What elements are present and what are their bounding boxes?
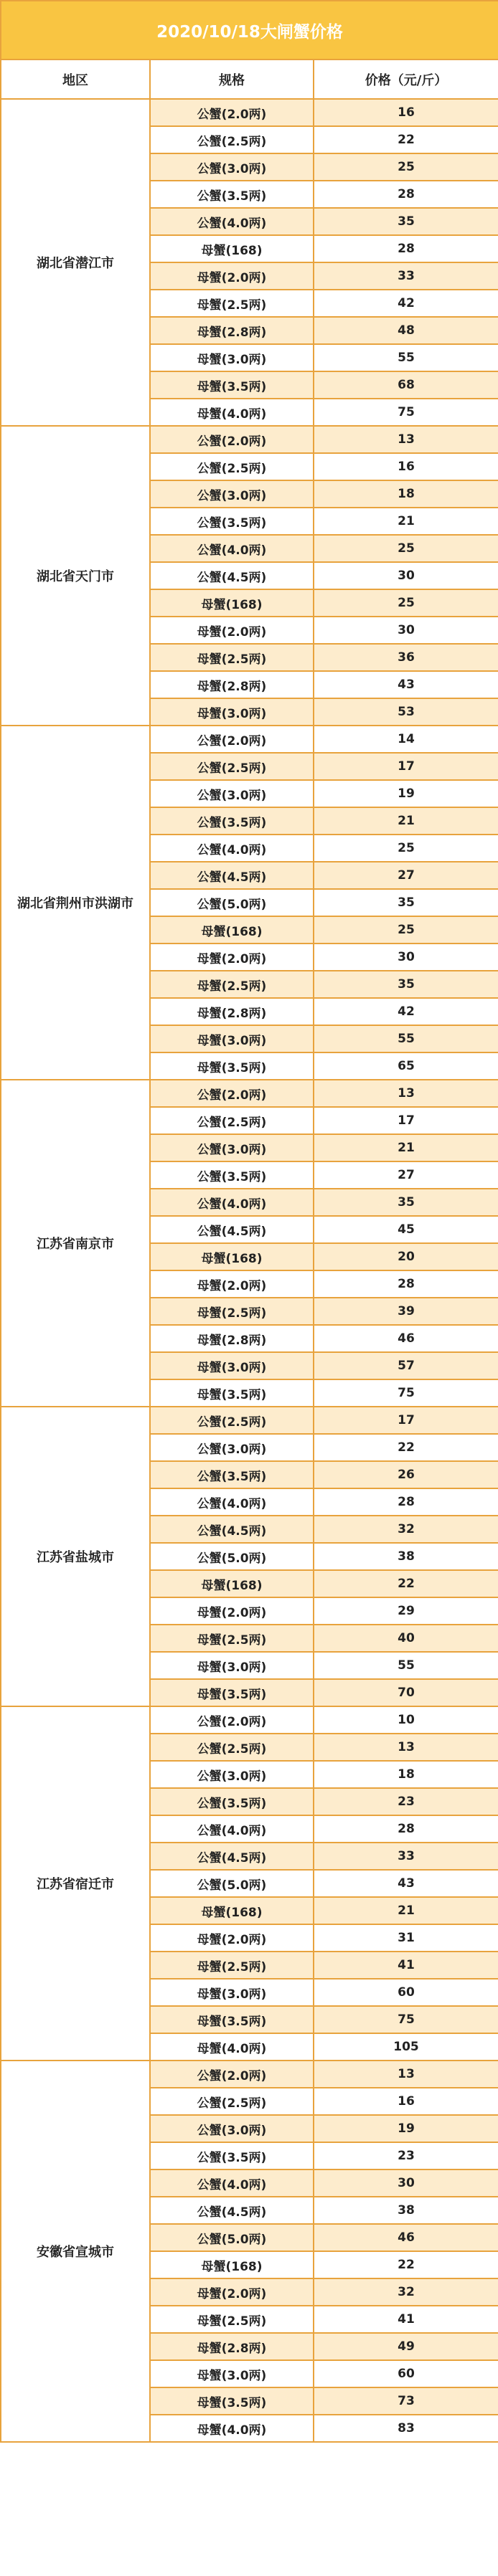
price-cell: 20 — [314, 1243, 498, 1270]
price-cell: 45 — [314, 1216, 498, 1243]
spec-cell: 公蟹(2.5两) — [150, 1407, 314, 1434]
header-price: 价格（元/斤） — [314, 60, 498, 99]
spec-cell: 母蟹(3.0两) — [150, 1652, 314, 1679]
spec-cell: 母蟹(2.5两) — [150, 1952, 314, 1979]
price-cell: 25 — [314, 835, 498, 862]
spec-cell: 母蟹(3.5两) — [150, 1052, 314, 1080]
price-cell: 55 — [314, 1652, 498, 1679]
price-cell: 42 — [314, 290, 498, 317]
spec-cell: 公蟹(4.5两) — [150, 2197, 314, 2224]
price-cell: 27 — [314, 1161, 498, 1189]
price-cell: 21 — [314, 807, 498, 835]
price-cell: 18 — [314, 1761, 498, 1788]
spec-cell: 母蟹(3.0两) — [150, 1979, 314, 2006]
price-cell: 13 — [314, 426, 498, 453]
price-cell: 30 — [314, 944, 498, 971]
spec-cell: 公蟹(4.0两) — [150, 1815, 314, 1843]
region-cell: 湖北省天门市 — [1, 426, 150, 726]
spec-cell: 公蟹(3.5两) — [150, 1461, 314, 1488]
spec-cell: 公蟹(5.0两) — [150, 1870, 314, 1897]
spec-cell: 母蟹(168) — [150, 1243, 314, 1270]
spec-cell: 公蟹(3.0两) — [150, 1761, 314, 1788]
spec-cell: 公蟹(4.5两) — [150, 1216, 314, 1243]
price-cell: 33 — [314, 262, 498, 290]
price-cell: 25 — [314, 535, 498, 562]
spec-cell: 母蟹(168) — [150, 2251, 314, 2278]
price-cell: 22 — [314, 2251, 498, 2278]
spec-cell: 公蟹(3.5两) — [150, 807, 314, 835]
table-row — [1, 1080, 498, 1107]
spec-cell: 公蟹(3.5两) — [150, 508, 314, 535]
table-row — [1, 2061, 498, 2088]
price-cell: 73 — [314, 2387, 498, 2415]
spec-cell: 公蟹(4.0两) — [150, 535, 314, 562]
spec-cell: 公蟹(3.5两) — [150, 1161, 314, 1189]
spec-cell: 母蟹(3.0两) — [150, 698, 314, 726]
price-cell: 35 — [314, 889, 498, 916]
price-cell: 42 — [314, 998, 498, 1025]
table-row — [1, 99, 498, 126]
spec-cell: 母蟹(2.5两) — [150, 290, 314, 317]
region-cell: 江苏省盐城市 — [1, 1407, 150, 1706]
spec-cell: 公蟹(4.0两) — [150, 2169, 314, 2197]
spec-cell: 公蟹(3.5两) — [150, 2142, 314, 2169]
spec-cell: 公蟹(2.5两) — [150, 2088, 314, 2115]
spec-cell: 公蟹(4.5两) — [150, 562, 314, 589]
region-cell: 湖北省荆州市洪湖市 — [1, 726, 150, 1080]
price-cell: 48 — [314, 317, 498, 344]
price-cell: 41 — [314, 2306, 498, 2333]
price-cell: 22 — [314, 1434, 498, 1461]
price-cell: 25 — [314, 916, 498, 944]
spec-cell: 母蟹(2.0两) — [150, 1924, 314, 1952]
table-body — [1, 99, 498, 2442]
spec-cell: 公蟹(4.0两) — [150, 1488, 314, 1516]
price-cell: 23 — [314, 1788, 498, 1815]
spec-cell: 母蟹(2.5两) — [150, 971, 314, 998]
table-row — [1, 426, 498, 453]
spec-cell: 公蟹(5.0两) — [150, 889, 314, 916]
price-cell: 21 — [314, 1134, 498, 1161]
price-cell: 31 — [314, 1924, 498, 1952]
price-cell: 13 — [314, 2061, 498, 2088]
spec-cell: 母蟹(168) — [150, 589, 314, 617]
price-cell: 10 — [314, 1706, 498, 1734]
spec-cell: 母蟹(2.8两) — [150, 1325, 314, 1352]
spec-cell: 公蟹(2.0两) — [150, 426, 314, 453]
price-cell: 35 — [314, 208, 498, 235]
header-region: 地区 — [1, 60, 150, 99]
price-cell: 38 — [314, 2197, 498, 2224]
price-cell: 28 — [314, 1815, 498, 1843]
spec-cell: 公蟹(4.0两) — [150, 208, 314, 235]
table-row — [1, 1706, 498, 1734]
price-cell: 26 — [314, 1461, 498, 1488]
price-cell: 28 — [314, 1488, 498, 1516]
spec-cell: 公蟹(2.5两) — [150, 1107, 314, 1134]
price-cell: 17 — [314, 1407, 498, 1434]
spec-cell: 母蟹(2.0两) — [150, 262, 314, 290]
price-cell: 55 — [314, 344, 498, 371]
spec-cell: 公蟹(3.0两) — [150, 153, 314, 181]
table-title: 2020/10/18大闸蟹价格 — [1, 1, 498, 60]
price-cell: 75 — [314, 2006, 498, 2033]
spec-cell: 母蟹(2.0两) — [150, 2278, 314, 2306]
spec-cell: 母蟹(3.0两) — [150, 344, 314, 371]
header-row — [1, 60, 498, 99]
price-cell: 35 — [314, 971, 498, 998]
spec-cell: 公蟹(3.5两) — [150, 1788, 314, 1815]
spec-cell: 公蟹(3.0两) — [150, 780, 314, 807]
spec-cell: 母蟹(2.0两) — [150, 1597, 314, 1625]
price-cell: 21 — [314, 508, 498, 535]
price-cell: 18 — [314, 480, 498, 508]
spec-cell: 母蟹(3.0两) — [150, 2360, 314, 2387]
price-cell: 14 — [314, 726, 498, 753]
spec-cell: 公蟹(2.0两) — [150, 1706, 314, 1734]
spec-cell: 公蟹(3.0两) — [150, 1134, 314, 1161]
spec-cell: 公蟹(2.5两) — [150, 1734, 314, 1761]
price-cell: 28 — [314, 1270, 498, 1298]
spec-cell: 公蟹(2.0两) — [150, 2061, 314, 2088]
price-cell: 35 — [314, 1189, 498, 1216]
price-cell: 17 — [314, 753, 498, 780]
price-cell: 53 — [314, 698, 498, 726]
spec-cell: 母蟹(4.0两) — [150, 2033, 314, 2061]
spec-cell: 母蟹(2.0两) — [150, 1270, 314, 1298]
price-cell: 13 — [314, 1734, 498, 1761]
price-cell: 46 — [314, 1325, 498, 1352]
title-row — [1, 1, 498, 60]
region-cell: 江苏省南京市 — [1, 1080, 150, 1407]
spec-cell: 公蟹(4.0两) — [150, 835, 314, 862]
spec-cell: 公蟹(2.5两) — [150, 753, 314, 780]
price-cell: 19 — [314, 2115, 498, 2142]
price-cell: 55 — [314, 1025, 498, 1052]
price-cell: 68 — [314, 371, 498, 399]
price-cell: 13 — [314, 1080, 498, 1107]
spec-cell: 母蟹(2.8两) — [150, 317, 314, 344]
header-spec: 规格 — [150, 60, 314, 99]
spec-cell: 母蟹(3.5两) — [150, 2006, 314, 2033]
spec-cell: 母蟹(2.0两) — [150, 944, 314, 971]
price-cell: 105 — [314, 2033, 498, 2061]
spec-cell: 母蟹(3.5两) — [150, 1379, 314, 1407]
price-cell: 21 — [314, 1897, 498, 1924]
price-cell: 75 — [314, 399, 498, 426]
spec-cell: 公蟹(4.0两) — [150, 1189, 314, 1216]
spec-cell: 公蟹(3.0两) — [150, 1434, 314, 1461]
price-cell: 16 — [314, 2088, 498, 2115]
price-cell: 30 — [314, 2169, 498, 2197]
spec-cell: 公蟹(2.5两) — [150, 453, 314, 480]
price-cell: 40 — [314, 1625, 498, 1652]
spec-cell: 母蟹(2.0两) — [150, 617, 314, 644]
spec-cell: 公蟹(4.5两) — [150, 862, 314, 889]
price-cell: 36 — [314, 644, 498, 671]
spec-cell: 母蟹(2.8两) — [150, 998, 314, 1025]
price-cell: 32 — [314, 2278, 498, 2306]
spec-cell: 母蟹(4.0两) — [150, 399, 314, 426]
spec-cell: 母蟹(168) — [150, 1897, 314, 1924]
price-cell: 75 — [314, 1379, 498, 1407]
spec-cell: 公蟹(5.0两) — [150, 2224, 314, 2251]
spec-cell: 公蟹(2.0两) — [150, 99, 314, 126]
price-cell: 43 — [314, 671, 498, 698]
spec-cell: 母蟹(3.5两) — [150, 2387, 314, 2415]
spec-cell: 母蟹(3.5两) — [150, 371, 314, 399]
spec-cell: 公蟹(3.0两) — [150, 2115, 314, 2142]
spec-cell: 母蟹(3.5两) — [150, 1679, 314, 1706]
price-cell: 17 — [314, 1107, 498, 1134]
price-cell: 41 — [314, 1952, 498, 1979]
price-cell: 16 — [314, 99, 498, 126]
spec-cell: 母蟹(2.8两) — [150, 2333, 314, 2360]
price-cell: 25 — [314, 589, 498, 617]
spec-cell: 母蟹(2.5两) — [150, 2306, 314, 2333]
spec-cell: 母蟹(168) — [150, 235, 314, 262]
price-cell: 22 — [314, 1570, 498, 1597]
price-cell: 28 — [314, 235, 498, 262]
spec-cell: 母蟹(168) — [150, 916, 314, 944]
region-cell: 江苏省宿迁市 — [1, 1706, 150, 2061]
price-cell: 33 — [314, 1843, 498, 1870]
price-cell: 46 — [314, 2224, 498, 2251]
price-cell: 23 — [314, 2142, 498, 2169]
price-cell: 39 — [314, 1298, 498, 1325]
spec-cell: 母蟹(3.0两) — [150, 1352, 314, 1379]
price-cell: 57 — [314, 1352, 498, 1379]
price-cell: 30 — [314, 562, 498, 589]
price-cell: 60 — [314, 2360, 498, 2387]
spec-cell: 母蟹(3.0两) — [150, 1025, 314, 1052]
price-cell: 29 — [314, 1597, 498, 1625]
price-cell: 70 — [314, 1679, 498, 1706]
spec-cell: 公蟹(3.0两) — [150, 480, 314, 508]
price-cell: 30 — [314, 617, 498, 644]
spec-cell: 公蟹(4.5两) — [150, 1516, 314, 1543]
spec-cell: 公蟹(5.0两) — [150, 1543, 314, 1570]
spec-cell: 公蟹(2.0两) — [150, 1080, 314, 1107]
region-cell: 湖北省潜江市 — [1, 99, 150, 426]
spec-cell: 母蟹(4.0两) — [150, 2415, 314, 2442]
spec-cell: 公蟹(3.5两) — [150, 181, 314, 208]
price-cell: 49 — [314, 2333, 498, 2360]
spec-cell: 母蟹(2.8两) — [150, 671, 314, 698]
spec-cell: 母蟹(168) — [150, 1570, 314, 1597]
region-cell: 安徽省宣城市 — [1, 2061, 150, 2442]
price-cell: 32 — [314, 1516, 498, 1543]
price-cell: 43 — [314, 1870, 498, 1897]
price-cell: 27 — [314, 862, 498, 889]
spec-cell: 母蟹(2.5两) — [150, 1625, 314, 1652]
spec-cell: 公蟹(2.0两) — [150, 726, 314, 753]
table-row — [1, 1407, 498, 1434]
price-cell: 16 — [314, 453, 498, 480]
spec-cell: 母蟹(2.5两) — [150, 644, 314, 671]
price-cell: 25 — [314, 153, 498, 181]
table-row — [1, 726, 498, 753]
price-cell: 60 — [314, 1979, 498, 2006]
price-cell: 19 — [314, 780, 498, 807]
spec-cell: 公蟹(2.5两) — [150, 126, 314, 153]
price-cell: 65 — [314, 1052, 498, 1080]
price-cell: 83 — [314, 2415, 498, 2442]
spec-cell: 母蟹(2.5两) — [150, 1298, 314, 1325]
spec-cell: 公蟹(4.5两) — [150, 1843, 314, 1870]
price-cell: 38 — [314, 1543, 498, 1570]
price-cell: 28 — [314, 181, 498, 208]
price-cell: 22 — [314, 126, 498, 153]
